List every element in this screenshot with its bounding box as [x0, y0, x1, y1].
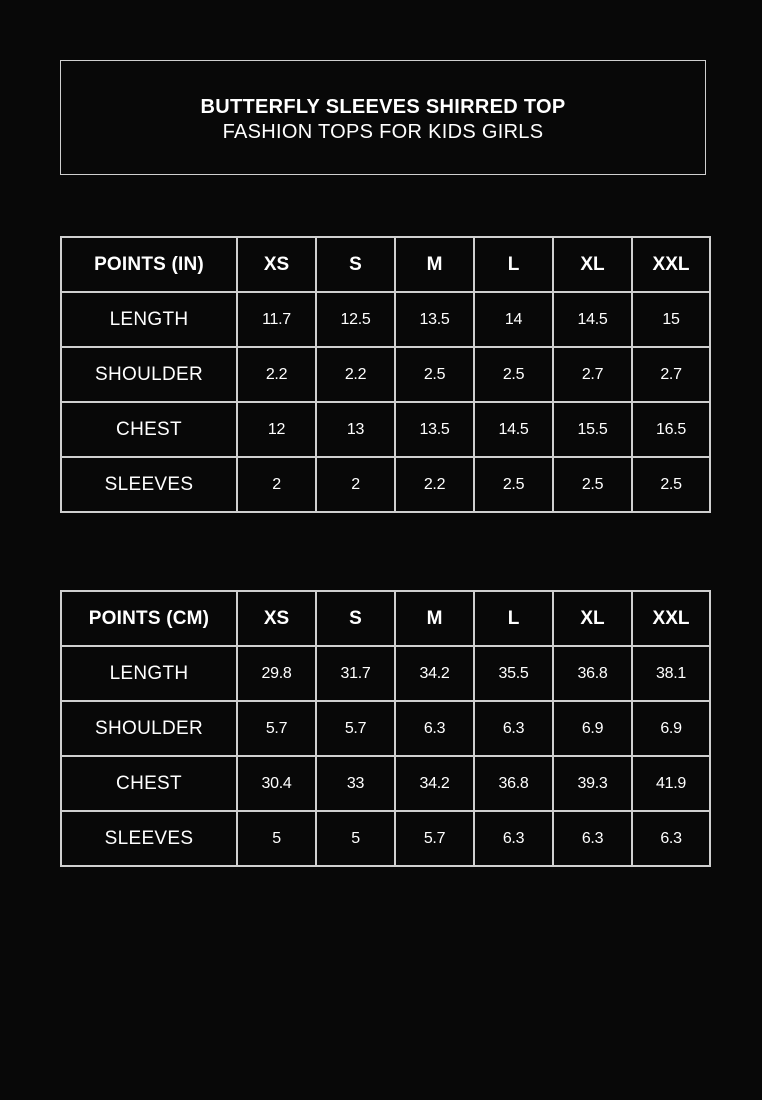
row-label-shoulder: SHOULDER: [61, 347, 237, 402]
table-cell: 6.3: [553, 811, 632, 866]
size-table-inches: [60, 236, 711, 513]
table-cell: 36.8: [474, 756, 553, 811]
size-header-l: L: [474, 237, 553, 292]
table-cell: 2.5: [553, 457, 632, 512]
table-cell: 33: [316, 756, 395, 811]
table-cell: 35.5: [474, 646, 553, 701]
table-cell: 2: [316, 457, 395, 512]
table-cell: 13.5: [395, 292, 474, 347]
size-header-l: L: [474, 591, 553, 646]
table-row: [61, 701, 710, 756]
table-cell: 34.2: [395, 756, 474, 811]
table-cell: 2.7: [553, 347, 632, 402]
product-title: BUTTERFLY SLEEVES SHIRRED TOP: [200, 96, 566, 118]
table-cell: 16.5: [632, 402, 710, 457]
row-label-chest: CHEST: [61, 402, 237, 457]
table-cell: 41.9: [632, 756, 710, 811]
table-cell: 14.5: [553, 292, 632, 347]
row-label-length: LENGTH: [61, 292, 237, 347]
table-cell: 13.5: [395, 402, 474, 457]
table-cell: 6.3: [474, 701, 553, 756]
table-cell: 5.7: [237, 701, 316, 756]
size-header-m: M: [395, 591, 474, 646]
table-header-row: [61, 237, 710, 292]
row-label-shoulder: SHOULDER: [61, 701, 237, 756]
table-cell: 31.7: [316, 646, 395, 701]
size-header-xs: XS: [237, 237, 316, 292]
row-label-sleeves: SLEEVES: [61, 811, 237, 866]
table-cell: 2.2: [316, 347, 395, 402]
table-cell: 6.3: [632, 811, 710, 866]
table-cell: 15: [632, 292, 710, 347]
table-cell: 29.8: [237, 646, 316, 701]
table-cell: 6.9: [553, 701, 632, 756]
table-cell: 36.8: [553, 646, 632, 701]
table-row: [61, 292, 710, 347]
table-cell: 2.2: [395, 457, 474, 512]
table-row: [61, 756, 710, 811]
table-cell: 6.3: [395, 701, 474, 756]
table-row: [61, 347, 710, 402]
table-cell: 5.7: [395, 811, 474, 866]
table-row: [61, 402, 710, 457]
product-subtitle: FASHION TOPS FOR KIDS GIRLS: [222, 121, 544, 143]
table-cell: 2: [237, 457, 316, 512]
table-row: [61, 457, 710, 512]
table-cell: 5: [316, 811, 395, 866]
table-cell: 6.3: [474, 811, 553, 866]
table-cell: 2.5: [474, 457, 553, 512]
size-header-s: S: [316, 591, 395, 646]
table-cell: 14: [474, 292, 553, 347]
table-cell: 11.7: [237, 292, 316, 347]
row-label-length: LENGTH: [61, 646, 237, 701]
size-header-m: M: [395, 237, 474, 292]
size-header-xl: XL: [553, 237, 632, 292]
table-row: [61, 646, 710, 701]
table-cell: 12.5: [316, 292, 395, 347]
table-cell: 15.5: [553, 402, 632, 457]
points-header: POINTS (CM): [61, 591, 237, 646]
table-cell: 14.5: [474, 402, 553, 457]
row-label-chest: CHEST: [61, 756, 237, 811]
size-header-xxl: XXL: [632, 591, 710, 646]
table-cell: 34.2: [395, 646, 474, 701]
table-cell: 30.4: [237, 756, 316, 811]
size-header-xl: XL: [553, 591, 632, 646]
title-box: [60, 60, 706, 175]
table-cell: 38.1: [632, 646, 710, 701]
table-cell: 39.3: [553, 756, 632, 811]
size-header-xs: XS: [237, 591, 316, 646]
points-header: POINTS (IN): [61, 237, 237, 292]
table-cell: 12: [237, 402, 316, 457]
table-cell: 13: [316, 402, 395, 457]
table-header-row: [61, 591, 710, 646]
size-header-s: S: [316, 237, 395, 292]
table-cell: 2.5: [474, 347, 553, 402]
size-header-xxl: XXL: [632, 237, 710, 292]
table-row: [61, 811, 710, 866]
table-cell: 2.5: [632, 457, 710, 512]
table-cell: 2.2: [237, 347, 316, 402]
row-label-sleeves: SLEEVES: [61, 457, 237, 512]
table-cell: 5.7: [316, 701, 395, 756]
size-table-centimeters: [60, 590, 711, 867]
table-cell: 2.5: [395, 347, 474, 402]
table-cell: 2.7: [632, 347, 710, 402]
table-cell: 6.9: [632, 701, 710, 756]
table-cell: 5: [237, 811, 316, 866]
